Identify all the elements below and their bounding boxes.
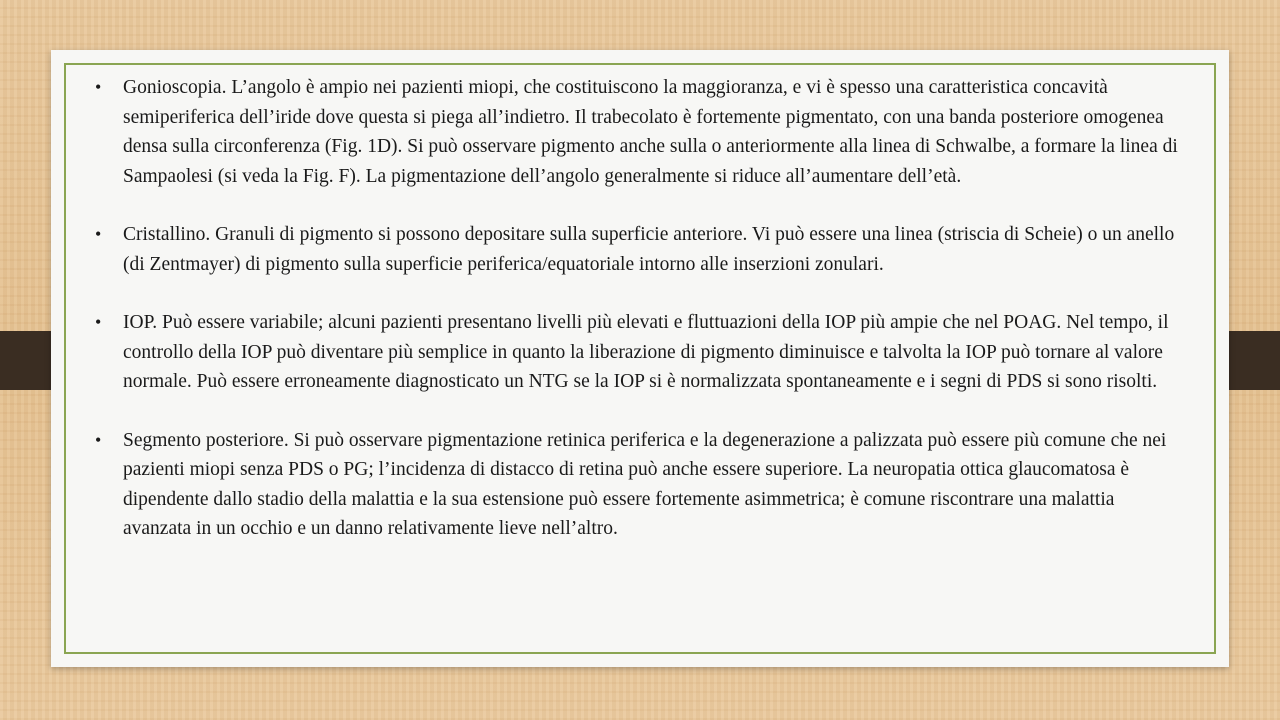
bullet-marker: •	[95, 224, 102, 244]
bullet-marker: •	[95, 429, 102, 450]
bullet-item-cristallino	[95, 220, 1187, 279]
bullet-item-gonioscopia	[95, 73, 1187, 191]
paragraph-text: IOP. Può essere variabile; alcuni pazienti presentano livelli più elevati e fluttuazioni della IOP più ampie che nel POAG. Nel tempo, il controllo della IOP può diventare più semplice in quanto la liberazione di pigmento diminuisce e talvolta la IOP può tornare al valore normale. Può essere erroneamente diagnosticato un NTG se la IOP si è normalizzata spontaneamente e i segni di PDS si sono risolti.	[123, 312, 1169, 392]
bullet-item-iop	[95, 308, 1187, 397]
bullet-item-segmento-posteriore	[95, 426, 1187, 544]
bullet-marker: •	[95, 312, 102, 332]
slide-card	[51, 50, 1229, 667]
bullet-marker: •	[95, 77, 102, 97]
paragraph-text: Segmento posteriore. Si può osservare pigmentazione retinica periferica e la degenerazione a palizzata può essere più comune che nei pazienti miopi senza PDS o PG; l’incidenza di distacco di retina può anche essere superiore. La neuropatia ottica glaucomatosa è dipendente dallo stadio della malattia e la sua estensione può essere fortemente asimmetrica; è comune riscontrare una malattia avanzata in un occhio e un danno relativamente lieve nell’altro.	[123, 429, 1167, 539]
paragraph-text: Gonioscopia. L’angolo è ampio nei pazienti miopi, che costituiscono la maggioranza, e vi è spesso una caratteristica concavità semiperiferica dell’iride dove questa si piega all’indietro. Il trabecolato è fortemente pigmentato, con una banda posteriore omogenea densa sulla circonferenza (Fig. 1D). Si può osservare pigmento anche sulla o anteriormente alla linea di Schwalbe, a formare la linea di Sampaolesi (si veda la Fig. F). La pigmentazione dell’angolo generalmente si riduce all’aumentare dell’età.	[123, 77, 1178, 187]
bullet-list	[95, 73, 1187, 544]
paragraph-text: Cristallino. Granuli di pigmento si possono depositare sulla superficie anteriore. Vi può essere una linea (striscia di Scheie) o un anello (di Zentmayer) di pigmento sulla superficie periferica/equatoriale intorno alle inserzioni zonulari.	[123, 224, 1175, 275]
